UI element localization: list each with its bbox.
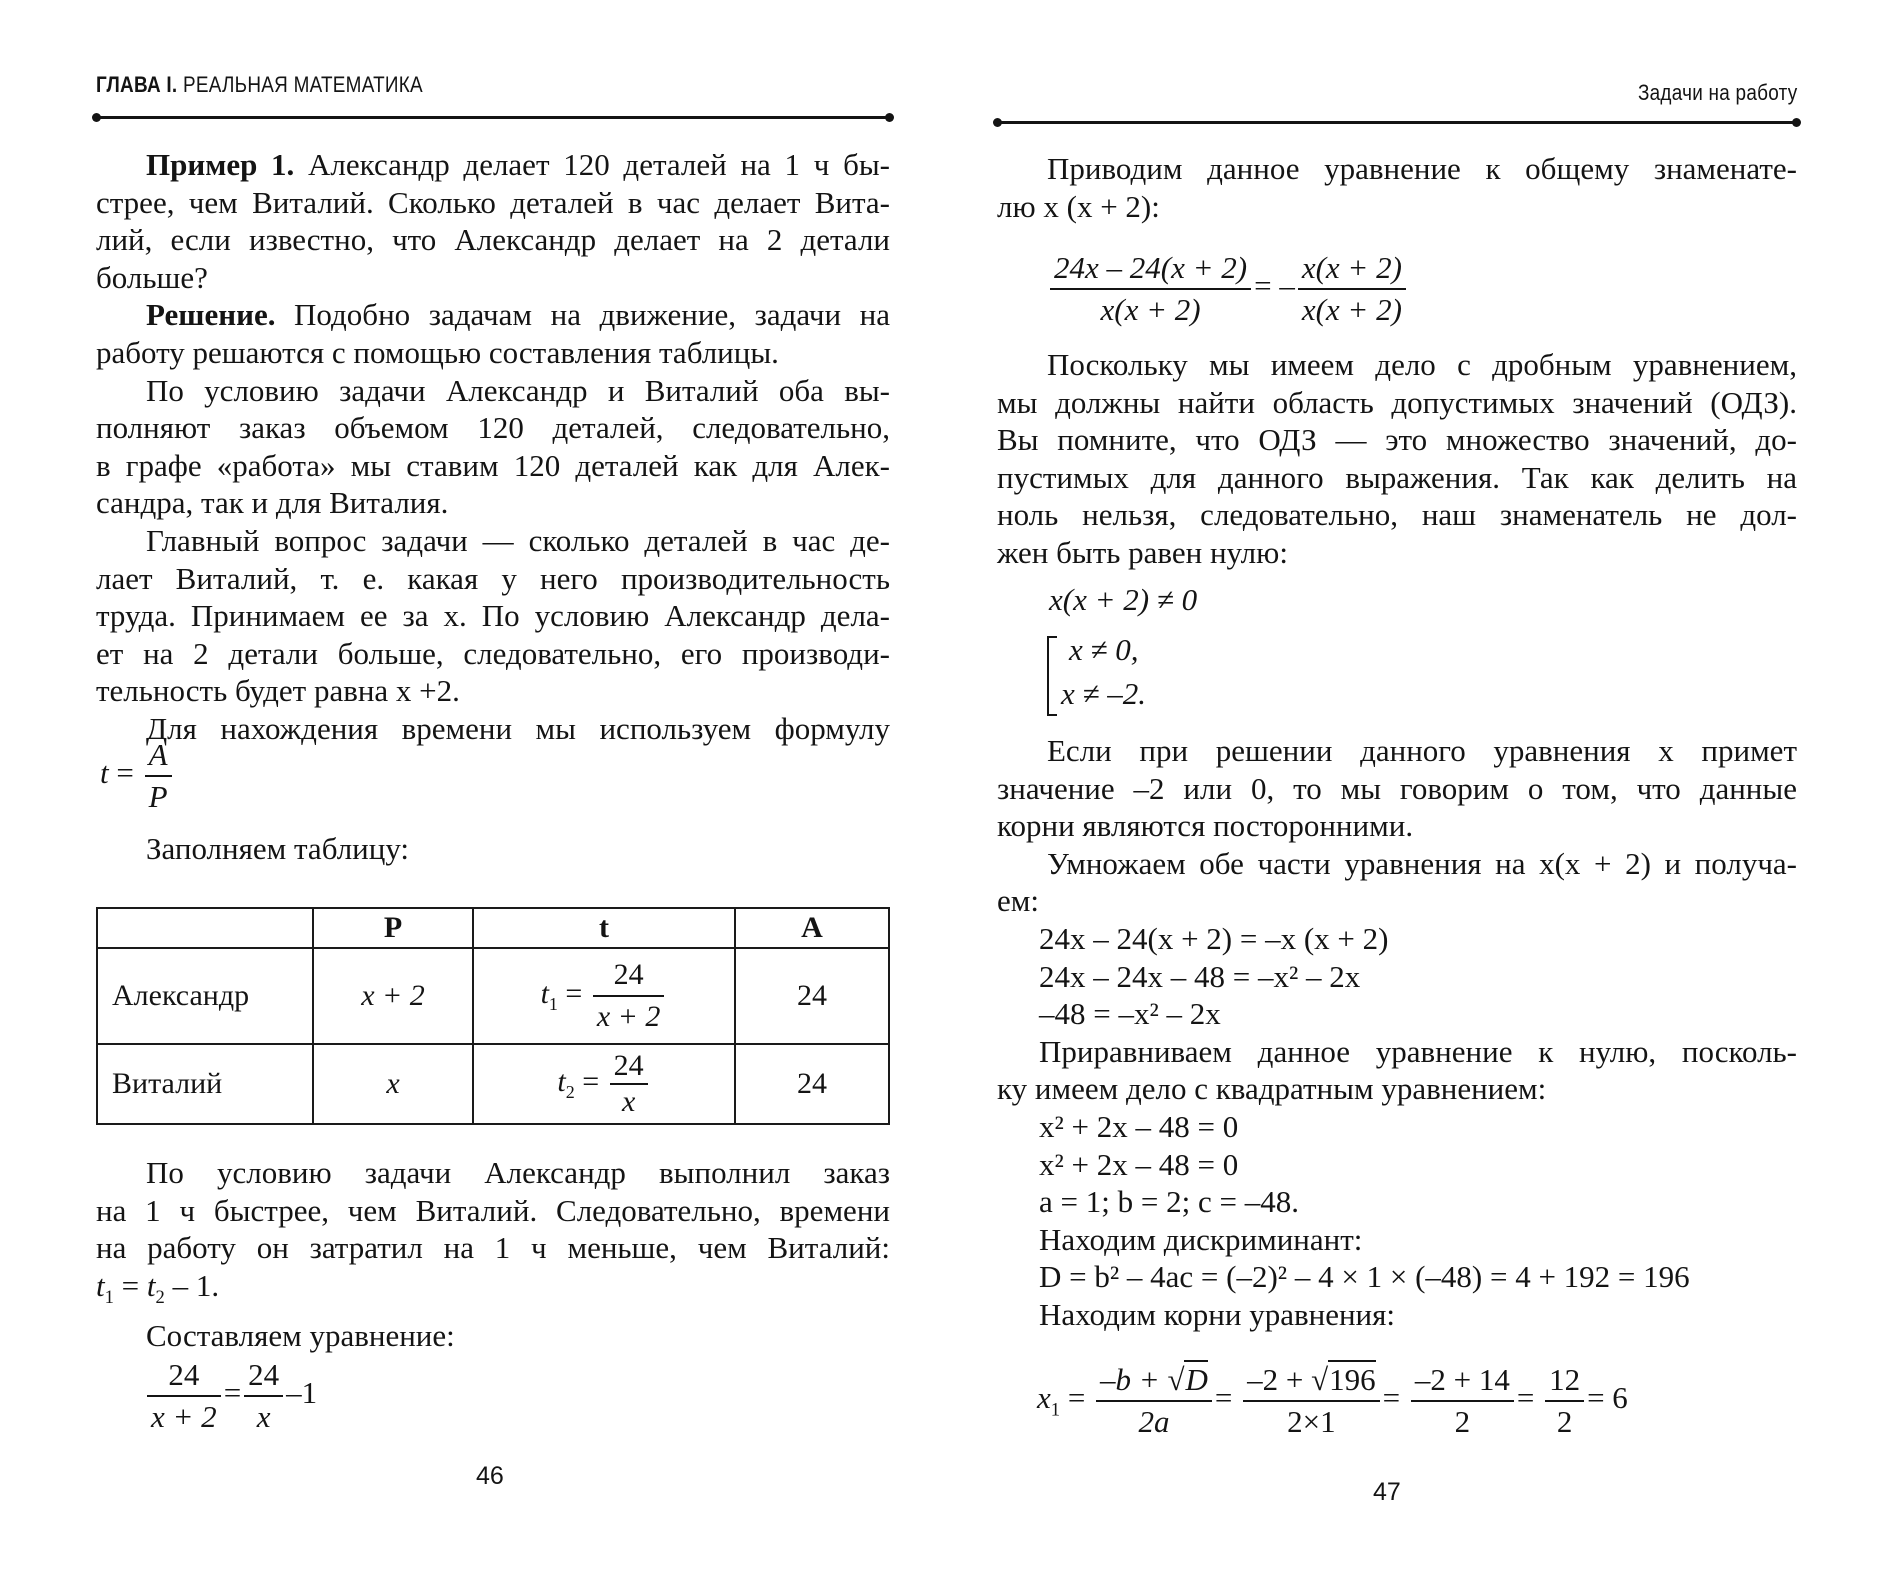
- work-table: [96, 907, 890, 1125]
- chapter-header: [96, 72, 423, 98]
- math-var: t: [96, 1267, 105, 1303]
- left-page: [96, 0, 890, 1570]
- math-step: a = 1; b = 2; c = –48.: [1039, 1184, 1299, 1220]
- page-number: 47: [1373, 1478, 1401, 1506]
- text-line: значение –2 или 0, то мы говорим о том, что данные: [997, 770, 1797, 806]
- text-line: Главный вопрос задачи — сколько деталей в час де-: [146, 522, 890, 558]
- fraction: [610, 1049, 648, 1119]
- numerator: –b +: [1100, 1362, 1168, 1397]
- text-line: Приводим данное уравнение к общему знаменате-: [1047, 151, 1797, 186]
- chapter-title: РЕАЛЬНАЯ МАТЕМАТИКА: [182, 72, 423, 97]
- fraction: [244, 1355, 283, 1437]
- time-formula: t = $\frac{A}{P}$: [100, 735, 175, 817]
- example-paragraph: [96, 146, 890, 748]
- extraneous-paragraph: [997, 732, 1797, 920]
- math-var: x: [1037, 1380, 1051, 1416]
- math-step: x² + 2x – 48 = 0: [1039, 1109, 1239, 1144]
- text-line: По условию задачи Александр и Виталий оба вы-: [146, 372, 890, 408]
- math-step: x² + 2x – 48 = 0: [1039, 1146, 1239, 1182]
- numerator: 24: [147, 1355, 221, 1397]
- odz-case: [1069, 632, 1139, 668]
- text-line: мы должны найти область допустимых значений (ОДЗ).: [997, 384, 1797, 420]
- fraction: [1411, 1360, 1514, 1442]
- text-line: лает Виталий, т. е. какая у него производительность: [96, 560, 890, 596]
- common-denominator-paragraph: [997, 150, 1797, 225]
- numerator: 24x – 24(x + 2): [1050, 248, 1251, 290]
- table-row: [97, 1044, 889, 1124]
- text-line: ку имеем дело с квадратным уравнением:: [997, 1071, 1547, 1106]
- text-line: Находим корни уравнения:: [1039, 1296, 1396, 1332]
- math-expr: x ≠ –2.: [1061, 676, 1147, 711]
- fraction: [593, 955, 665, 1037]
- math-step: 24x – 24(x + 2) = –x (x + 2): [1039, 921, 1389, 956]
- fraction: $\frac{-b + √D}{2a}$: [1096, 1360, 1212, 1442]
- text-line: на 1 ч быстрее, чем Виталий. Следовательно, времени: [96, 1192, 890, 1228]
- text-line: Составляем уравнение:: [146, 1317, 455, 1353]
- text-line: полняют заказ объемом 120 деталей, следовательно,: [96, 410, 890, 446]
- text-line: Для нахождения времени мы используем формулу: [146, 710, 890, 746]
- fraction: $\frac{-2 + √196}{2\times 1}$: [1243, 1360, 1380, 1442]
- sqrt-radicand: 196: [1329, 1362, 1376, 1397]
- bracket-icon: [1047, 636, 1057, 716]
- table-row: [97, 948, 889, 1044]
- denominator: P: [148, 779, 168, 814]
- faster-paragraph: [96, 1154, 890, 1354]
- subscript: 1: [104, 1286, 114, 1308]
- text-line: корни являются посторонними.: [997, 808, 1414, 844]
- fraction: [1545, 1360, 1584, 1442]
- denominator: x: [256, 1399, 271, 1434]
- math-op: –1: [286, 1375, 318, 1411]
- table-cell: 24: [735, 1044, 889, 1124]
- table-cell: $t_1$ = $\frac{24}{x + 2}$: [473, 948, 735, 1044]
- text-line: Умножаем обе части уравнения на x(x + 2) и получа-: [1047, 845, 1797, 881]
- math-op: = –: [1254, 268, 1295, 304]
- denominator: 2×1: [1287, 1404, 1336, 1439]
- fraction: [145, 735, 172, 817]
- math-var: t: [100, 755, 109, 791]
- math-step: –48 = –x² – 2x: [1039, 996, 1221, 1032]
- page-number: 46: [476, 1462, 504, 1490]
- text-line: сандра, так и для Виталия.: [96, 485, 449, 521]
- math-var: t: [557, 1064, 566, 1098]
- denominator: x(x + 2): [1100, 292, 1201, 327]
- text-line: тельность будет равна x +2.: [96, 673, 460, 709]
- table-cell: [313, 1044, 473, 1124]
- chapter-number: ГЛАВА I.: [96, 72, 178, 97]
- text-line: Если при решении данного уравнения x примет: [1047, 733, 1797, 768]
- math-expr: x + 2: [361, 979, 425, 1012]
- denominator: 2: [1454, 1404, 1471, 1439]
- text-line: ем:: [997, 883, 1039, 919]
- math-step: 24x – 24x – 48 = –x² – 2x: [1039, 958, 1361, 994]
- math-op: =: [113, 1267, 147, 1303]
- math-expr: x: [386, 1067, 400, 1100]
- example-label: Пример 1.: [146, 147, 295, 182]
- right-page: [997, 0, 1797, 1570]
- denominator: x(x + 2): [1301, 292, 1402, 327]
- table-header: [97, 908, 313, 948]
- odz-case: [1061, 676, 1146, 712]
- table-cell: Александр: [97, 948, 313, 1044]
- numerator: 24: [593, 955, 665, 997]
- math-var: t: [540, 976, 549, 1010]
- text-line: ет на 2 детали больше, следовательно, его производи-: [96, 635, 890, 671]
- denominator: 2a: [1138, 1404, 1170, 1439]
- subscript: 2: [565, 1081, 575, 1102]
- subscript: 2: [155, 1286, 165, 1308]
- numerator: –2 + 14: [1411, 1360, 1514, 1402]
- subscript: 1: [548, 993, 558, 1014]
- numerator: x(x + 2): [1298, 248, 1406, 290]
- table-header: A: [735, 908, 889, 948]
- text-line: лю x (x + 2):: [997, 188, 1160, 224]
- section-header: Задачи на работу: [1637, 80, 1797, 105]
- fraction: [1050, 248, 1251, 330]
- odz-paragraph: [997, 346, 1797, 572]
- table-header-row: [97, 908, 889, 948]
- quadratic-block: [1039, 1108, 1797, 1334]
- table-header: t: [473, 908, 735, 948]
- header-rule: [96, 116, 890, 119]
- sqrt-radicand: D: [1185, 1362, 1208, 1397]
- text-line: Поскольку мы имеем дело с дробным уравнением,: [1047, 347, 1797, 382]
- common-equation: [1047, 248, 1409, 330]
- table-header: P: [313, 908, 473, 948]
- text-line: пустимых для данного выражения. Так как делить на: [997, 459, 1797, 495]
- text-line: Вы помните, что ОДЗ — это множество значений, до-: [997, 422, 1797, 458]
- math-op: – 1.: [164, 1267, 220, 1303]
- denominator: 2: [1556, 1404, 1573, 1439]
- text-line: больше?: [96, 259, 208, 295]
- numerator: 12: [1545, 1360, 1584, 1402]
- time-equation: $\frac{24}{x + 2}$ = $\frac{24}{x}$ –1: [144, 1355, 317, 1437]
- numerator: A: [145, 735, 172, 777]
- subscript: 1: [1050, 1399, 1061, 1421]
- zero-paragraph-cont: [997, 1070, 1797, 1108]
- numerator: 24: [244, 1355, 283, 1397]
- numerator: 24: [610, 1049, 648, 1085]
- table-cell: $t_2$ = $\frac{24}{x}$: [473, 1044, 735, 1124]
- text-line: По условию задачи Александр выполнил заказ: [146, 1155, 890, 1190]
- root-formula: $x_1$ = $\frac{-b + √D}{2a}$ = $\frac{-2 + √196}{2\times 1}$ = $\frac{-2 + 14}{2}$ = $\frac{12}{2}$ = 6: [1037, 1360, 1628, 1442]
- math-expr: x ≠ 0,: [1069, 632, 1139, 667]
- math-expr: x(x + 2) ≠ 0: [1049, 582, 1198, 617]
- denominator: x + 2: [596, 1000, 661, 1033]
- table-cell: [313, 948, 473, 1044]
- text-line: лий, если известно, что Александр делает на 2 детали: [96, 222, 890, 258]
- math-var: t: [146, 1267, 156, 1303]
- text-line: на работу он затратил на 1 ч меньше, чем Виталий:: [96, 1230, 890, 1266]
- header-rule: [997, 121, 1797, 124]
- text-line: в графе «работа» мы ставим 120 деталей как для Алек-: [96, 447, 890, 483]
- result-value: 6: [1612, 1380, 1628, 1416]
- numerator: –2 +: [1247, 1362, 1312, 1397]
- text-line: ноль нельзя, следовательно, наш знаменатель не дол-: [997, 497, 1797, 533]
- text-line: Приравниваем данное уравнение к нулю, посколь-: [1039, 1033, 1797, 1069]
- fill-table-text: Заполняем таблицу:: [146, 831, 410, 866]
- odz-condition: [1049, 582, 1197, 618]
- text-line: Подобно задачам на движение, задачи на: [275, 297, 890, 333]
- text-line: стрее, чем Виталий. Сколько деталей в час делает Вита-: [96, 184, 890, 220]
- fraction: [147, 1355, 221, 1437]
- denominator: x + 2: [151, 1399, 217, 1434]
- text-line: работу решаются с помощью составления таблицы.: [96, 334, 779, 370]
- denominator: x: [621, 1085, 636, 1118]
- table-cell: 24: [735, 948, 889, 1044]
- table-cell: Виталий: [97, 1044, 313, 1124]
- discriminant-formula: D = b² – 4ac = (–2)² – 4 × 1 × (–48) = 4 + 192 = 196: [1039, 1259, 1690, 1295]
- text-line: Александр делает 120 деталей на 1 ч бы-: [294, 147, 890, 182]
- solution-steps: [1039, 920, 1797, 1070]
- text-line: жен быть равен нулю:: [997, 534, 1288, 570]
- solution-label: Решение.: [146, 297, 276, 333]
- text-line: Находим дискриминант:: [1039, 1221, 1363, 1257]
- text-line: труда. Принимаем ее за x. По условию Александр дела-: [96, 598, 890, 634]
- fraction: [1298, 248, 1406, 330]
- relation-line: [96, 1267, 890, 1317]
